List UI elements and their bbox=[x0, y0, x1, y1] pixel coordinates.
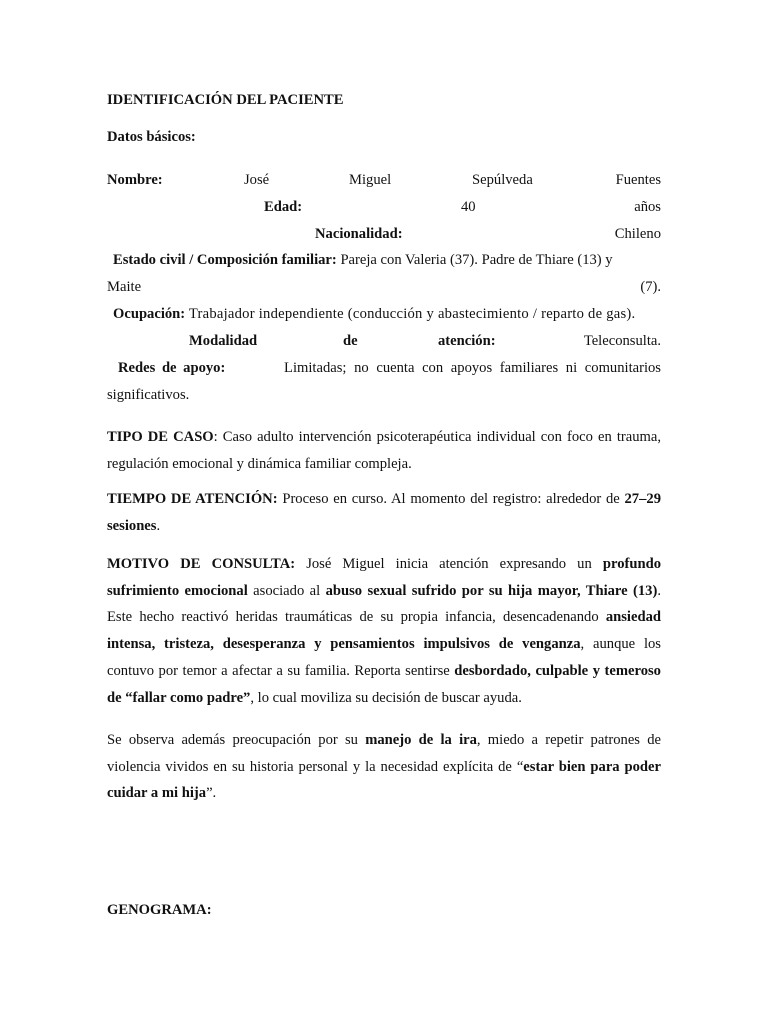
age-label: Edad: bbox=[264, 199, 303, 215]
occupation-label: Ocupación: bbox=[113, 306, 186, 322]
observation-text: Se observa además preocupación por su bbox=[107, 732, 366, 748]
reason-emphasis: ansiedad intensa, tristeza, desesperanza y pensamientos impulsivos de venganza bbox=[107, 609, 661, 653]
section-subtitle: Datos básicos: bbox=[107, 129, 196, 145]
reason-text: José Miguel inicia atención expresando un bbox=[295, 556, 603, 572]
observation-paragraph bbox=[107, 727, 661, 807]
observation-text: ”. bbox=[206, 785, 217, 802]
civil-status-value-end: (7). bbox=[640, 279, 661, 295]
case-type-label: TIPO DE CASO bbox=[107, 429, 214, 445]
age-value: 40 bbox=[461, 199, 476, 215]
reason-text: , aunque los contuvo por temor a afectar a su familia. Reporta sentirse bbox=[107, 636, 661, 679]
reason-emphasis: desbordado, culpable y temeroso de “fallar como padre” bbox=[107, 662, 661, 706]
observation-emphasis: estar bien para poder cuidar a mi hija bbox=[107, 758, 661, 802]
time-paragraph bbox=[107, 486, 661, 539]
reason-text: asociado al bbox=[247, 582, 326, 599]
reason-label: MOTIVO DE CONSULTA: bbox=[107, 556, 296, 572]
age-unit: años bbox=[634, 199, 661, 215]
case-type-paragraph bbox=[107, 424, 661, 477]
reason-paragraph bbox=[107, 551, 661, 711]
observation-text: , miedo a repetir patrones de violencia vividos en su historia personal y la necesidad explícita de “ bbox=[107, 732, 661, 775]
case-type-text: : Caso adulto intervención psicoterapéutica individual con foco en trauma, regulación emocional y dinámica familiar compleja. bbox=[107, 429, 661, 472]
name-label: Nombre: bbox=[107, 172, 163, 188]
reason-emphasis: profundo sufrimiento emocional bbox=[107, 556, 661, 599]
observation-emphasis: manejo de la ira bbox=[365, 732, 477, 748]
occupation-value: Trabajador independiente (conducción y abastecimiento / reparto de gas). bbox=[188, 306, 636, 322]
modality-label: Modalidad bbox=[189, 333, 258, 349]
genogram-heading: GENOGRAMA: bbox=[107, 902, 212, 918]
time-text: Proceso en curso. Al momento del registro: alrededor de bbox=[277, 491, 625, 507]
page-title: IDENTIFICACIÓN DEL PACIENTE bbox=[107, 92, 344, 108]
time-label: TIEMPO DE ATENCIÓN: bbox=[107, 491, 278, 507]
support-value: Limitadas; no cuenta con apoyos familiares ni comunitarios bbox=[284, 360, 661, 376]
name-part: Miguel bbox=[349, 172, 392, 188]
support-value-cont: significativos. bbox=[107, 387, 190, 403]
name-part: José bbox=[244, 172, 270, 188]
nationality-label: Nacionalidad: bbox=[315, 226, 403, 242]
support-line1 bbox=[118, 360, 661, 377]
civil-status-line1 bbox=[113, 252, 661, 269]
civil-status-label: Estado civil / Composición familiar: bbox=[113, 252, 337, 268]
time-end: . bbox=[156, 517, 161, 534]
time-sessions: 27–29 sesiones bbox=[107, 491, 661, 534]
modality-label: de bbox=[343, 333, 358, 349]
name-part: Sepúlveda bbox=[472, 172, 533, 188]
support-line2 bbox=[107, 387, 661, 404]
reason-text: , lo cual moviliza su decisión de buscar ayuda. bbox=[250, 689, 522, 706]
modality-value: Teleconsulta. bbox=[583, 333, 661, 349]
nationality-value: Chileno bbox=[614, 226, 661, 242]
civil-status-value-cont: Maite bbox=[107, 279, 142, 295]
modality-label: atención: bbox=[438, 333, 496, 349]
civil-status-value: Pareja con Valeria (37). Padre de Thiare (13) y bbox=[340, 252, 613, 268]
reason-emphasis: abuso sexual sufrido por su hija mayor, Thiare (13) bbox=[325, 582, 658, 599]
support-label: Redes de apoyo: bbox=[118, 360, 226, 376]
occupation-row bbox=[113, 306, 661, 323]
reason-text: . Este hecho reactivó heridas traumáticas de su propia infancia, desencadenando bbox=[107, 582, 661, 626]
name-part: Fuentes bbox=[615, 172, 661, 188]
